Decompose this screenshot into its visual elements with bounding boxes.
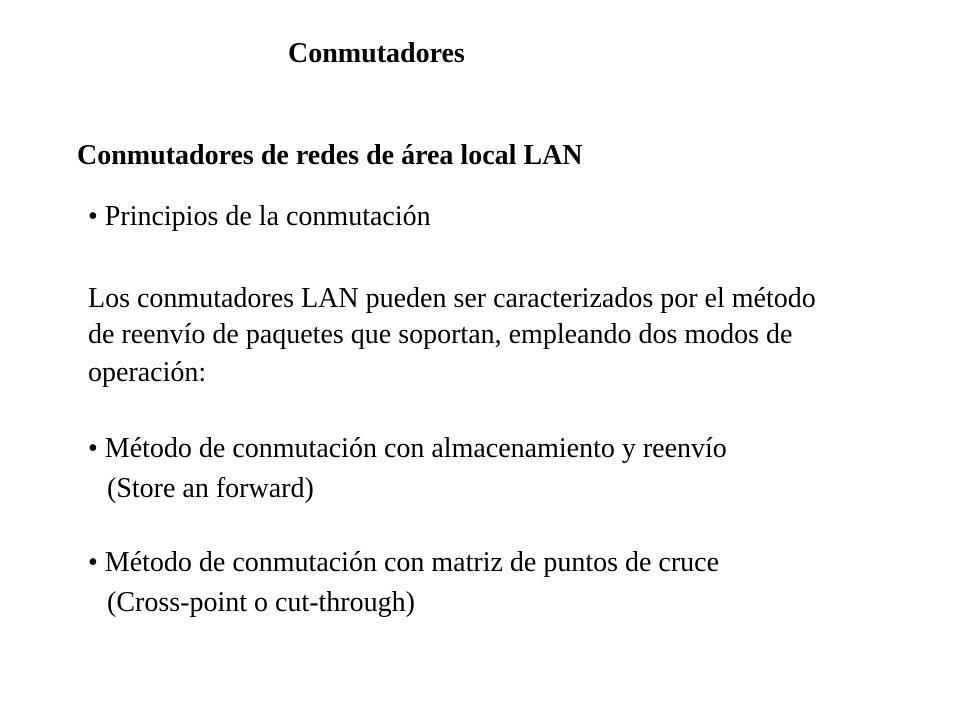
paragraph-line-1: Los conmutadores LAN pueden ser caracterizados por el método — [88, 283, 816, 314]
paragraph-line-2: de reenvío de paquetes que soportan, empleando dos modos de — [88, 319, 793, 350]
bullet-store-forward-note: (Store an forward) — [107, 473, 314, 504]
bullet-cross-point-note: (Cross-point o cut-through) — [107, 587, 415, 618]
bullet-store-forward: • Método de conmutación con almacenamiento y reenvío — [88, 433, 727, 464]
bullet-principles: • Principios de la conmutación — [88, 201, 431, 232]
slide-title: Conmutadores — [288, 38, 465, 69]
bullet-cross-point: • Método de conmutación con matriz de puntos de cruce — [88, 547, 720, 578]
slide-subtitle: Conmutadores de redes de área local LAN — [77, 140, 583, 171]
paragraph-line-3: operación: — [88, 357, 207, 388]
